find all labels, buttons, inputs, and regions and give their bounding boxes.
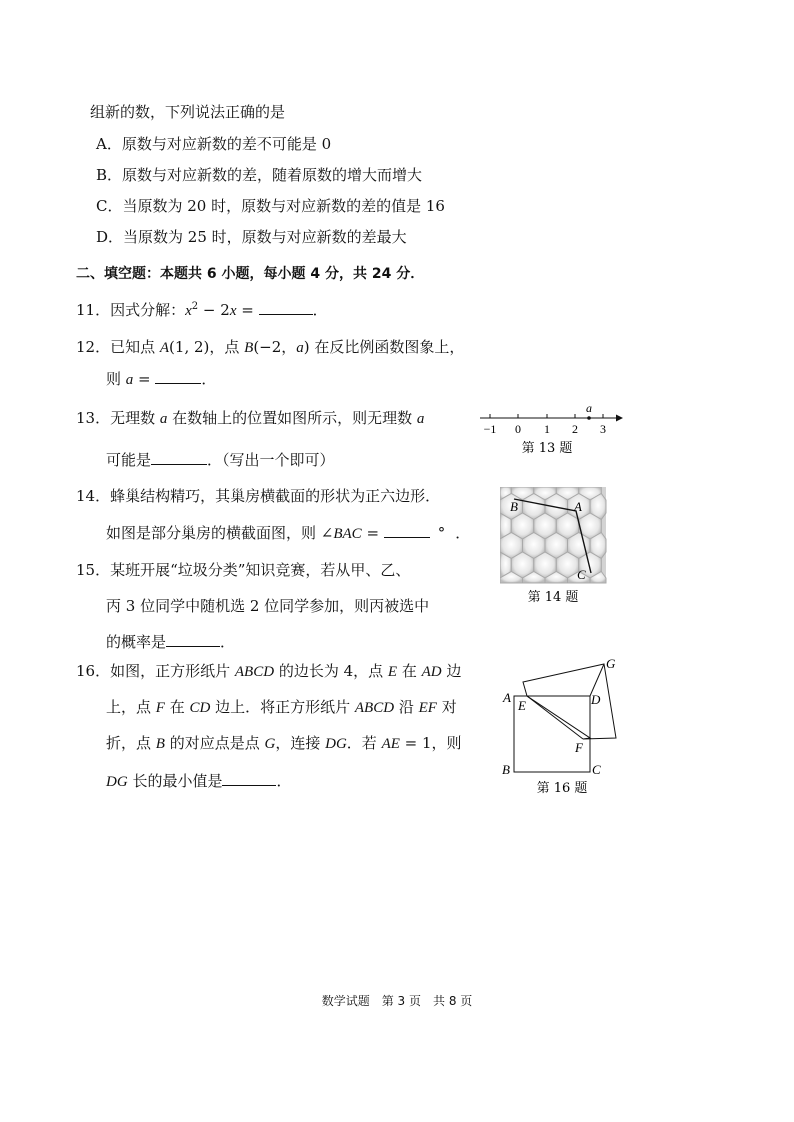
folded-square-figure [496,654,620,800]
math-var: DG [325,736,347,752]
number-line-arrow [616,415,623,422]
point-g-label: G [606,656,616,671]
question-text: 如图是部分巢房的横截面图，则 [106,524,321,542]
question-16-line2 [106,697,457,718]
question-16-line4 [106,771,291,792]
degree-sign: ° [437,524,446,542]
question-text: 已知点 [110,338,160,356]
q10-option-b [96,165,422,185]
question-number: 16． [76,662,111,680]
question-text: 长的最小值是 [127,772,223,790]
question-text: 沿 [394,698,419,716]
question-text: ，连接 [275,734,326,752]
point-f-label: F [575,740,583,755]
option-label: A． [96,135,122,153]
question-text: 在数轴上的位置如图所示，则无理数 [167,409,417,427]
point-c-label: C [577,567,586,582]
figure-caption: 第 14 题 [527,590,579,605]
question-text: 边 [441,662,462,680]
answer-blank[interactable] [259,300,313,315]
math-var: a [125,372,134,388]
point-a-dot [587,416,591,420]
question-text: 在 [164,698,190,716]
question-text: 上，点 [106,698,156,716]
folded-flap [523,664,616,739]
tick-label: 3 [600,422,606,436]
point-a-label: a [586,401,592,415]
question-16 [76,661,461,682]
page-footer: 数学试题 第 3 页 共 8 页 [321,994,473,1008]
answer-blank[interactable] [155,369,201,384]
tick-label: 0 [515,422,521,436]
math-coord: (1, 2) [169,338,210,356]
math-coord: ) [303,338,310,356]
tick-label: 1 [544,422,550,436]
math-exponent: 2 [191,301,199,312]
question-text: 某班开展“垃圾分类”知识竞赛，若从甲、乙、 [110,561,411,579]
math-var: AE [381,736,400,752]
question-number: 14． [76,487,111,505]
section-heading: 二、填空题：本题共 6 小题，每小题 4 分，共 24 分． [76,266,425,282]
point-a-label: A [503,690,511,705]
math-var: CD [189,700,211,716]
q10-option-c [96,196,445,216]
point-e-label: E [518,698,526,713]
math-var: B [244,340,254,356]
figure-caption: 第 13 题 [521,441,573,456]
question-text: 的边长为 4，点 [274,662,388,680]
q10-stem-tail: 组新的数，下列说法正确的是 [90,103,286,121]
fold-line-ef [527,696,583,739]
math-op: − 2 [198,301,230,319]
option-text: 当原数为 20 时，原数与对应新数的差的值是 16 [122,197,445,215]
answer-blank[interactable] [384,523,430,538]
question-13 [76,408,424,429]
option-label: C． [96,197,123,215]
question-text: 无理数 [110,409,160,427]
math-var: EF [418,700,437,716]
question-12 [76,337,464,358]
question-text: 的对应点是点 [164,734,265,752]
math-var: G [264,736,276,752]
point-a-label: A [574,499,582,514]
question-text: 边上．将正方形纸片 [210,698,355,716]
answer-blank[interactable] [151,450,207,465]
question-text: 蜂巢结构精巧，其巢房横截面的形状为正六边形． [110,487,441,505]
point-d-label: D [591,692,601,707]
question-14 [76,486,440,506]
question-text: = 1，则 [399,734,462,752]
math-eq: = [361,524,384,542]
honeycomb-figure [500,487,608,609]
question-number: 11． [76,301,111,319]
q10-option-a [96,134,331,154]
tick-label: 2 [572,422,578,436]
math-var: ABCD [234,664,275,680]
answer-blank[interactable] [222,771,276,786]
math-var: a [296,340,304,356]
math-var: AD [421,664,442,680]
question-12-line2 [106,369,216,390]
question-number: 12． [76,338,111,356]
math-var: a [159,411,168,427]
question-end: ． [312,301,328,319]
question-text: 因式分解： [110,301,186,319]
option-label: B． [96,166,123,184]
question-end: ． [276,772,292,790]
question-15-line3 [106,632,235,652]
math-eq: = [133,370,156,388]
math-var: x [229,303,237,319]
answer-blank[interactable] [166,632,220,647]
option-label: D． [96,228,124,246]
question-15 [76,560,410,580]
math-var: a [416,411,425,427]
question-text: 则 [106,370,126,388]
question-13-line2 [106,450,335,470]
math-var: B [155,736,165,752]
question-number: 15． [76,561,111,579]
question-text: ．若 [346,734,382,752]
question-text: 可能是 [106,451,152,469]
question-16-line3 [106,733,462,754]
math-var: E [387,664,398,680]
question-text: 折，点 [106,734,156,752]
number-line-figure [476,400,626,460]
math-coord: (−2， [253,338,297,356]
question-15-line2: 丙 3 位同学中随机选 2 位同学参加，则丙被选中 [106,597,430,615]
math-var: x [185,303,192,319]
option-text: 当原数为 25 时，原数与对应新数的差最大 [123,228,407,246]
question-end: ． [220,633,236,651]
math-var: F [155,700,165,716]
question-text: 在 [397,662,422,680]
question-text: 在反比例函数图象上， [309,338,465,356]
option-text: 原数与对应新数的差不可能是 0 [121,135,332,153]
option-text: 原数与对应新数的差，随着原数的增大而增大 [122,166,423,184]
math-var: DG [106,774,128,790]
question-text: ，点 [209,338,245,356]
question-text: 如图，正方形纸片 [110,662,235,680]
figure-caption: 第 16 题 [536,781,588,796]
question-end: ． [201,370,217,388]
question-number: 13． [76,409,111,427]
question-text: ．（写出一个即可） [207,451,335,469]
point-b-label: B [510,499,518,514]
math-var: ABCD [354,700,395,716]
math-angle: ∠BAC [320,526,362,542]
math-var: A [159,340,170,356]
question-text: 的概率是 [106,633,167,651]
question-14-line2: 如图是部分巢房的横截面图，则 ∠BAC = ° ． [106,524,471,542]
question-11 [76,297,328,321]
point-c-label: C [592,762,601,777]
point-b-label: B [502,762,510,777]
q10-option-d [96,227,407,247]
tick-label: −1 [483,422,497,436]
math-eq: = [236,301,259,319]
question-text: 对 [436,698,457,716]
